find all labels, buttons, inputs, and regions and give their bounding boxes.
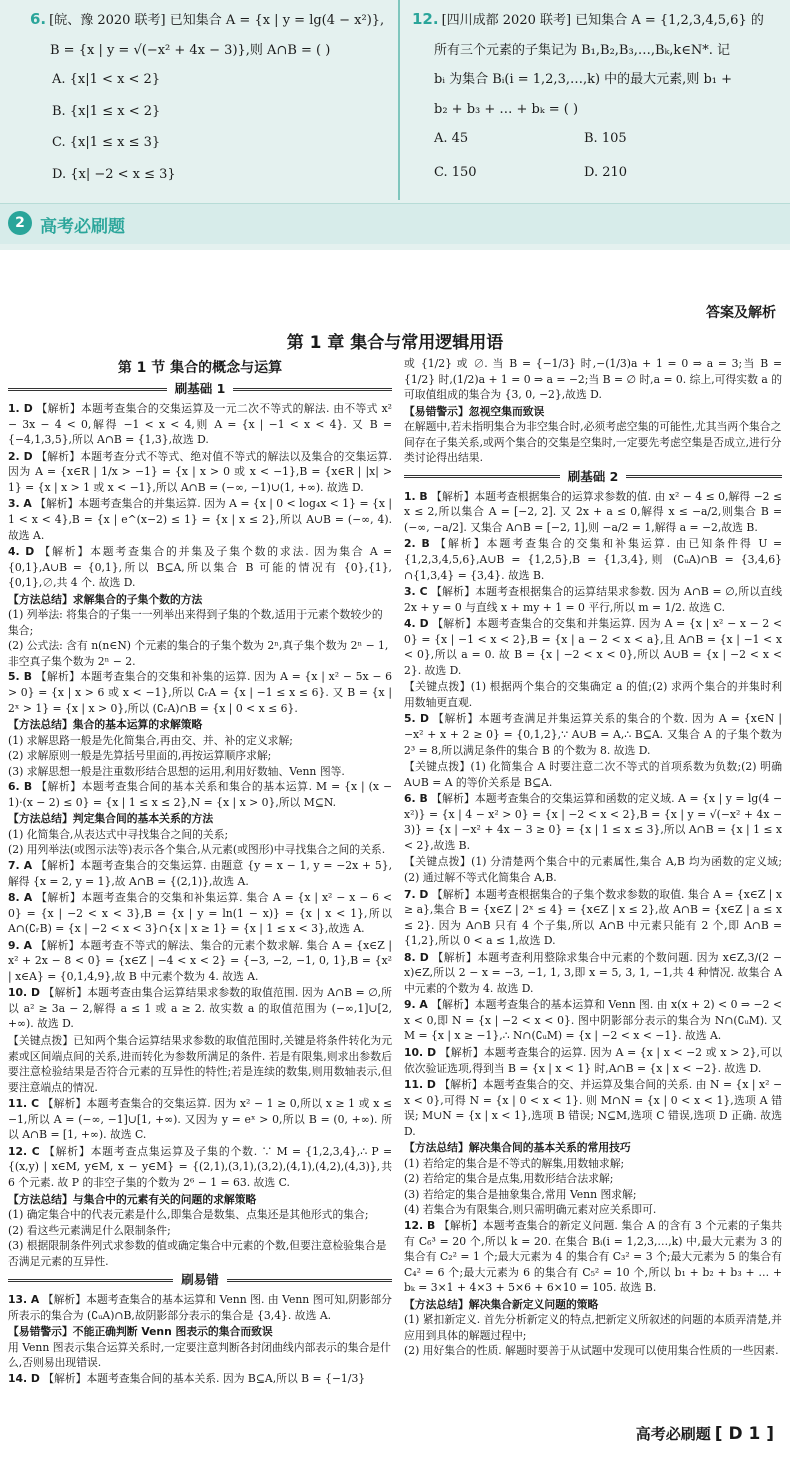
q12-stem-line1	[412, 8, 772, 31]
method-summary-heading: 【方法总结】解决集合新定义问题的策略	[404, 1297, 599, 1311]
method-summary-line: (2) 用好集合的性质. 解题时要善于从试题中发现可以使用集合性质的一些因素.	[404, 1344, 779, 1358]
answer-text: 【解析】本题考查集合的并集运算. 因为 A = {x | 0 < log₄x < 1} = {x | 1 < x < 4},B = {x | e^(x−2) ≤ 1} = {x | x ≤ 2},所以 A∪B = (−∞, 4). 故选 A.	[8, 497, 392, 542]
answers-right-column	[404, 356, 782, 1359]
answer-item	[8, 1292, 392, 1323]
method-summary-heading: 【方法总结】集合的基本运算的求解策略	[8, 718, 203, 732]
question-12	[412, 8, 772, 182]
answer-continuation: 或 {1/2} 或 ∅. 当 B = {−1/3} 时,−(1/3)a + 1 = 0 ⇒ a = 3;当 B = {1/2} 时,(1/2)a + 1 = 0 ⇒ a = −2;当 B = ∅ 时,a = 0. 综上,可得实数 a 的可取值组成的集合为 {3, 0, −2},故选 D.	[404, 357, 782, 402]
answer-key: 5. B	[8, 670, 32, 684]
answer-key: 12. B	[404, 1218, 436, 1232]
q12-options	[434, 129, 772, 182]
answer-text: 【解析】本题考查集合的交集和补集运算. 集合 A = {x | x² − x − 6 < 0} = {x | −2 < x < 3},B = {x | y = ln(1 − x)} = {x | x < 1},所以 A∩(∁ᵣB) = {x | −2 < x < 3}∩{x | x ≥ 1} = {x | 1 ≤ x < 3},故选 A.	[8, 891, 393, 936]
method-summary-line: (2) 若给定的集合是点集,用数形结合法求解;	[404, 1172, 614, 1186]
answer-item	[404, 997, 782, 1044]
answer-item	[8, 1144, 392, 1191]
answers-heading: 答案及解析	[706, 305, 776, 321]
answer-key: 1. B	[404, 489, 428, 503]
q12-stem-line3: bᵢ 为集合 Bᵢ(i = 1,2,3,…,k) 中的最大元素,则 b₁ +	[434, 72, 733, 87]
answers-left-column	[8, 356, 392, 1388]
answer-key: 6. B	[404, 792, 428, 806]
method-summary-line: (3) 根据限制条件列式求参数的值或确定集合中元素的个数,但要注意检验集合是否满足元素的互异性.	[8, 1239, 387, 1268]
answer-item	[8, 1371, 392, 1387]
answer-item	[404, 950, 782, 997]
q12-option-d: D. 210	[584, 164, 628, 180]
answer-text: 【解析】本题考查根据集合的运算求参数的值. 由 x² − 4 ≤ 0,解得 −2 ≤ x ≤ 2,所以集合 A = [−2, 2]. 又 2x + a ≤ 0,解得 x ≤ −a/2,则集合 B = (−∞, −a/2]. 又集合 A∩B = [−2, 1],则 −a/2 = 1,解得 a = −2,故选 B.	[404, 489, 782, 534]
page-footer	[636, 1423, 774, 1444]
answer-key: 8. D	[404, 950, 429, 964]
answer-key: 7. D	[404, 887, 429, 901]
banner-basic-2	[404, 468, 782, 486]
key-point-note: 【关键点拨】(1) 分清楚两个集合中的元素属性,集合 A,B 均为函数的定义域;(2) 通过解不等式化简集合 A,B.	[404, 855, 782, 884]
answer-key: 3. C	[404, 585, 428, 599]
answer-text: 【解析】本题考查集合的并集及子集个数的求法. 因为集合 A = {0,1},A∪B = {0,1},所以 B⊆A,所以集合 B 可能的情况有 {0},{1},{0,1},∅,共 4 个. 故选 D.	[8, 545, 392, 590]
q6-option-b: B. {x|1 ≤ x < 2}	[52, 103, 161, 119]
q12-stem-line4: b₂ + b₃ + … + bₖ = ( )	[434, 101, 579, 117]
answer-key: 2. B	[404, 537, 430, 551]
section-number-badge: 2	[8, 211, 32, 235]
column-divider	[398, 0, 400, 200]
banner-error-prone-label: 刷易错	[181, 1272, 219, 1288]
answer-text: 【解析】本题考查集合的交、并运算及集合间的关系. 由 N = {x | x² − x < 0},可得 N = {x | 0 < x < 1}. 则 M∩N = {x | 0 < x < 1},选项 A 错误; M∪N = {x | x < 1},选项 B 错误; N⊆M,选项 C 错误,选项 D 正确. 故选 D.	[404, 1078, 782, 1138]
answer-key: 14. D	[8, 1371, 40, 1385]
key-point-note: 【关键点拨】(1) 化简集合 A 时要注意二次不等式的首项系数为负数;(2) 明确 A∪B = A 的等价关系是 B⊆A.	[404, 760, 782, 789]
answer-key: 7. A	[8, 859, 33, 873]
answer-text: 【解析】本题考查集合的交集运算和函数的定义域. A = {x | y = lg(4 − x²)} = {x | 4 − x² > 0} = {x | −2 < x < 2},B = {x | y = √(−x² + 4x − 3)} = {x | −x² + 4x − 3 ≥ 0} = {x | 1 ≤ x ≤ 3},所以 A∩B = {x | 1 ≤ x < 2},故选 B.	[404, 792, 782, 852]
warning-text: 在解题中,若未指明集合为非空集合时,必须考虑空集的可能性,尤其当两个集合之间存在子集关系,或两个集合的交集是空集时,一定要先考虑空集是否成立,进行分类讨论得出结果.	[404, 420, 782, 465]
section-header-title: 高考必刷题	[40, 217, 125, 237]
answer-item	[404, 791, 782, 853]
top-problem-panel	[0, 0, 790, 250]
warning-heading: 【易错警示】不能正确判断 Venn 图表示的集合而致误	[8, 1325, 273, 1339]
q6-option-a: A. {x|1 < x < 2}	[52, 72, 161, 87]
answer-item	[8, 858, 392, 889]
answer-key: 4. D	[8, 545, 35, 559]
method-summary-heading: 【方法总结】与集合中的元素有关的问题的求解策略	[8, 1192, 257, 1206]
chapter-title: 第 1 章 集合与常用逻辑用语	[286, 333, 504, 353]
method-summary-heading: 【方法总结】解决集合间的基本关系的常用技巧	[404, 1141, 631, 1155]
banner-basic-1	[8, 380, 392, 398]
answer-item	[8, 985, 392, 1032]
section-header-bar	[0, 203, 790, 244]
q12-number: 12.	[412, 10, 439, 28]
answer-text: 【解析】本题考查不等式的解法、集合的元素个数求解. 集合 A = {x∈Z | x² + 2x − 8 < 0} = {x∈Z | −4 < x < 2} = {−3, −2, −1, 0, 1},B = {x² | x∈A} = {0,1,4,9},故 B 中元素个数为 4. 故选 A.	[8, 938, 392, 983]
answer-key: 6. B	[8, 780, 33, 794]
q6-option-c: C. {x|1 ≤ x ≤ 3}	[52, 135, 161, 150]
footer-label: 高考必刷题	[635, 1425, 711, 1443]
answer-text: 【解析】本题考查利用整除求集合中元素的个数问题. 因为 x∈Z,3/(2 − x)∈Z,所以 2 − x = −3, −1, 1, 3,即 x = 5, 3, 1, −1,共 4 种情况. 故集合 A 中元素的个数为 4. 故选 D.	[404, 950, 783, 995]
answer-text: 【解析】本题考查集合间的基本关系和集合的基本运算. M = {x | (x − 1)·(x − 2) ≤ 0} = {x | 1 ≤ x ≤ 2},N = {x | x > 0},所以 M⊆N.	[8, 780, 393, 809]
answer-text: 【解析】本题考查点集运算及子集的个数. ∵ M = {1,2,3,4},∴ P = {(x,y) | x∈M, y∈M, x − y∈M} = {(2,1),(3,1),(3,2),(4,1),(4,2),(4,3)},共 6 个元素. 故 P 的非空子集的个数为 2⁶ − 1 = 63. 故选 C.	[8, 1144, 392, 1189]
answer-key: 12. C	[8, 1144, 40, 1158]
method-summary-line: (1) 求解思路一般是先化简集合,再由交、并、补的定义求解;	[8, 733, 293, 747]
answer-key: 4. D	[404, 617, 429, 631]
banner-basic-2-label: 刷基础 2	[567, 468, 619, 484]
answer-text: 【解析】本题考查集合的交集和补集的运算. 因为 A = {x | x² − 5x − 6 > 0} = {x | x > 6 或 x < −1},所以 ∁ᵣA = {x | −1 ≤ x ≤ 6}. 又 B = {x | 2ˣ > 1} = {x | x > 0},所以 (∁ᵣA)∩B = {x | 0 < x ≤ 6}.	[8, 670, 393, 715]
method-summary-line: (3) 若给定的集合是抽象集合,常用 Venn 图求解;	[404, 1187, 637, 1201]
method-summary-line: (2) 公式法: 含有 n(n∈N) 个元素的集合的子集个数为 2ⁿ,真子集个数为 2ⁿ − 1,非空真子集个数为 2ⁿ − 2.	[8, 639, 389, 668]
q12-option-c: C. 150	[434, 164, 477, 180]
answer-text: 【解析】本题考查集合的交集运算. 因为 x² − 1 ≥ 0,所以 x ≥ 1 或 x ≤ −1,所以 A = (−∞, −1]∪[1, +∞). 又因为 y = eˣ > 0,所以 B = (0, +∞). 所以 A∩B = [1, +∞). 故选 C.	[8, 1097, 393, 1142]
answer-text: 【解析】本题考查集合间的基本关系. 因为 B⊆A,所以 B = {−1/3}	[43, 1371, 366, 1385]
method-summary-line: (2) 看这些元素满足什么限制条件;	[8, 1223, 171, 1237]
answer-item	[404, 1218, 782, 1296]
answer-item	[8, 401, 392, 448]
answer-text: 【解析】本题考查分式不等式、绝对值不等式的解法以及集合的交集运算. 因为 A = {x∈R | 1/x > −1} = {x | x > 0 或 x < −1},B = {x∈R | |x| > 1} = {x | x > 1 或 x < −1},所以 A∩B = (−∞, −1)∪(1, +∞). 故选 D.	[8, 449, 393, 494]
answer-item	[404, 584, 782, 615]
q6-stem1: [皖、豫 2020 联考] 已知集合 A = {x | y = lg(4 − x²)},	[49, 13, 385, 28]
answer-text: 【解析】本题考查集合的交集运算. 由题意 {y = x − 1, y = −2x + 5},解得 {x = 2, y = 1},故 A∩B = {(2,1)},故选 A.	[8, 859, 393, 888]
answer-text: 【解析】本题考查集合的交集和并集运算. 因为 A = {x | x² − x − 2 < 0} = {x | −1 < x < 2},B = {x | a − 2 < x < a},且 A∩B = {x | −1 < x < 0},所以 a = 0. 故 B = {x | −2 < x < 0},所以 A∪B = {x | −2 < x < 2}. 故选 D.	[404, 617, 783, 677]
answer-text: 【解析】本题考查满足并集运算关系的集合的个数. 因为 A = {x∈N | −x² + x + 2 ≥ 0} = {0,1,2},∵ A∪B = A,∴ B⊆A. 又集合 A 的子集个数为 2³ = 8,所以满足条件的集合 B 的个数为 8. 故选 D.	[404, 712, 782, 757]
answer-key: 9. A	[8, 938, 32, 952]
answer-item	[8, 544, 392, 591]
answer-text: 【解析】本题考查集合的交集运算及一元二次不等式的解法. 由不等式 x² − 3x − 4 < 0,解得 −1 < x < 4,则 A = {x | −1 < x < 4}. 又 B = {−4,1,3,5},所以 A∩B = {1,3},故选 D.	[8, 402, 392, 447]
answer-key: 5. D	[404, 712, 429, 726]
answer-item	[8, 890, 392, 937]
answer-key: 9. A	[404, 998, 428, 1012]
answer-item	[8, 669, 392, 716]
answer-text: 【解析】本题考查集合的交集和补集运算. 由已知条件得 U = {1,2,3,4,5,6},A∪B = {1,2,5},B = {1,3,4},则 (∁ᵤA)∩B = {3,4,6}∩{1,3,4} = {3,4}. 故选 B.	[404, 537, 782, 582]
answer-key: 8. A	[8, 891, 33, 905]
answer-item	[404, 616, 782, 678]
answer-text: 【解析】本题考查集合的运算. 因为 A = {x | x < −2 或 x > 2},可以依次验证选项,得到当 B = {x | x < 1} 时,A∩B = {x | x < −2}. 故选 D.	[404, 1045, 782, 1075]
method-summary-line: (1) 化简集合,从表达式中寻找集合之间的关系;	[8, 827, 229, 841]
answer-text: 【解析】本题考查根据集合的子集个数求参数的取值. 集合 A = {x∈Z | x ≥ a},集合 B = {x∈Z | 2ˣ ≤ 4} = {x∈Z | x ≤ 2},故 A∩B = {x∈Z | a ≤ x ≤ 2}. 因为 A∩B 只有 4 个子集,所以 A∩B 中元素只能有 2 个,即 A∩B = {1,2},所以 0 < a ≤ 1,故选 D.	[404, 887, 783, 948]
answer-key: 13. A	[8, 1293, 40, 1307]
answer-key: 2. D	[8, 449, 33, 463]
answer-text: 【解析】本题考查根据集合的运算结果求参数. 因为 A∩B = ∅,所以直线 2x + y = 0 与直线 x + my + 1 = 0 平行,所以 m = 1/2. 故选 C.	[404, 585, 783, 614]
q12-stem-line2: 所有三个元素的子集记为 B₁,B₂,B₃,…,Bₖ,k∈N*. 记	[434, 42, 731, 58]
method-summary-line: (1) 紧扣新定义. 首先分析新定义的特点,把新定义所叙述的问题的本质弄清楚,并应用到具体的解题过程中;	[404, 1313, 782, 1342]
method-summary-heading: 【方法总结】判定集合间的基本关系的方法	[8, 812, 214, 826]
answer-item	[404, 1045, 782, 1076]
banner-error-prone	[8, 1271, 392, 1289]
banner-basic-1-label: 刷基础 1	[174, 381, 226, 397]
answer-item	[404, 887, 782, 949]
q6-stem-line1	[30, 8, 390, 31]
method-summary-line: (1) 列举法: 将集合的子集一一列举出来得到子集的个数,适用于元素个数较少的集合;	[8, 608, 383, 637]
method-summary-line: (1) 确定集合中的代表元素是什么,即集合是数集、点集还是其他形式的集合;	[8, 1208, 369, 1222]
page-number: [ D 1 ]	[714, 1424, 774, 1444]
method-summary-heading: 【方法总结】求解集合的子集个数的方法	[8, 592, 203, 606]
q6-option-d: D. {x| −2 < x ≤ 3}	[52, 166, 176, 182]
q12-option-b: B. 105	[584, 131, 627, 146]
answer-item	[404, 1077, 782, 1139]
answer-item	[8, 779, 392, 810]
answer-item	[8, 1096, 392, 1143]
answer-key: 11. C	[8, 1097, 39, 1111]
question-6	[30, 8, 390, 196]
answer-text: 【解析】本题考查集合的新定义问题. 集合 A 的含有 3 个元素的子集共有 C₆³ = 20 个,所以 k = 20. 在集合 Bᵢ(i = 1,2,3,…,k) 中,最大元素为 3 的集合有 C₂² = 1 个;最大元素为 4 的集合有 C₃² = 3 个;最大元素为 5 的集合有 C₄² = 6 个;最大元素为 6 的集合有 C₅² = 10 个,所以 b₁ + b₂ + b₃ + … + bₖ = 3×1 + 4×3 + 5×6 + 6×10 = 105. 故选 B.	[404, 1218, 782, 1295]
answer-item	[404, 489, 782, 536]
method-summary-line: (2) 求解原则一般是先算括号里面的,再按运算顺序求解;	[8, 749, 272, 763]
method-summary-line: (1) 若给定的集合是不等式的解集,用数轴求解;	[404, 1156, 625, 1170]
warning-heading: 【易错警示】忽视空集而致误	[404, 404, 545, 418]
warning-text: 用 Venn 图表示集合运算关系时,一定要注意判断各封闭曲线内部表示的集合是什么,否则易出现错误.	[8, 1340, 391, 1370]
q12-stem1: [四川成都 2020 联考] 已知集合 A = {1,2,3,4,5,6} 的	[441, 13, 764, 28]
answer-key: 3. A	[8, 497, 32, 511]
answer-text: 【解析】本题考查由集合运算结果求参数的取值范围. 因为 A∩B = ∅,所以 a² ≥ 3a − 2,解得 a ≤ 1 或 a ≥ 2. 故实数 a 的取值范围为 (−∞,1]∪[2, +∞). 故选 D.	[8, 986, 392, 1031]
answer-item	[404, 536, 782, 583]
answer-item	[8, 938, 392, 985]
answer-text: 【解析】本题考查集合的基本运算和 Venn 图. 由 Venn 图可知,阴影部分所表示的集合为 (∁ᵤA)∩B,故阴影部分表示的集合是 {3,4}. 故选 A.	[8, 1293, 392, 1322]
answer-item	[404, 711, 782, 758]
section-title: 第 1 节 集合的概念与运算	[117, 360, 283, 376]
q12-option-a: A. 45	[434, 131, 469, 146]
answer-key: 10. D	[404, 1045, 437, 1059]
method-summary-line: (3) 求解思想一般是注重数形结合思想的运用,利用好数轴、Venn 图等.	[8, 764, 345, 778]
key-point-note: 【关键点拨】已知两个集合运算结果求参数的取值范围时,关键是将条件转化为元素或区间端点间的关系,进而转化为参数所满足的条件. 若是有限集,则求出参数后要注意检验结果是否符合元素的互异性的特性;若是连续的数集,则用数轴表示,但要注意端点的情况.	[8, 1034, 392, 1094]
key-point-note: 【关键点拨】(1) 根据两个集合的交集确定 a 的值;(2) 求两个集合的并集时利用数轴更直观.	[404, 680, 782, 709]
q6-number: 6.	[30, 10, 47, 28]
answer-item	[8, 449, 392, 496]
answer-key: 10. D	[8, 986, 40, 1000]
answer-item	[8, 496, 392, 543]
method-summary-line: (2) 用列举法(或图示法等)表示各个集合,从元素(或图形)中寻找集合之间的关系.	[8, 843, 386, 857]
answer-key: 1. D	[8, 402, 33, 416]
method-summary-line: (4) 若集合为有限集合,则只需明确元素对应关系即可.	[404, 1203, 657, 1217]
answer-text: 【解析】本题考查集合的基本运算和 Venn 图. 由 x(x + 2) < 0 ⇒ −2 < x < 0,即 N = {x | −2 < x < 0}. 图中阴影部分表示的集合为 N∩(∁ᵤM). 又 M = {x | x ≥ −1},∴ N∩(∁ᵤM) = {x | −2 < x < −1}. 故选 A.	[404, 998, 783, 1043]
answer-key: 11. D	[404, 1078, 436, 1092]
q6-stem-line2: B = {x | y = √(−x² + 4x − 3)},则 A∩B = ( )	[50, 42, 331, 58]
